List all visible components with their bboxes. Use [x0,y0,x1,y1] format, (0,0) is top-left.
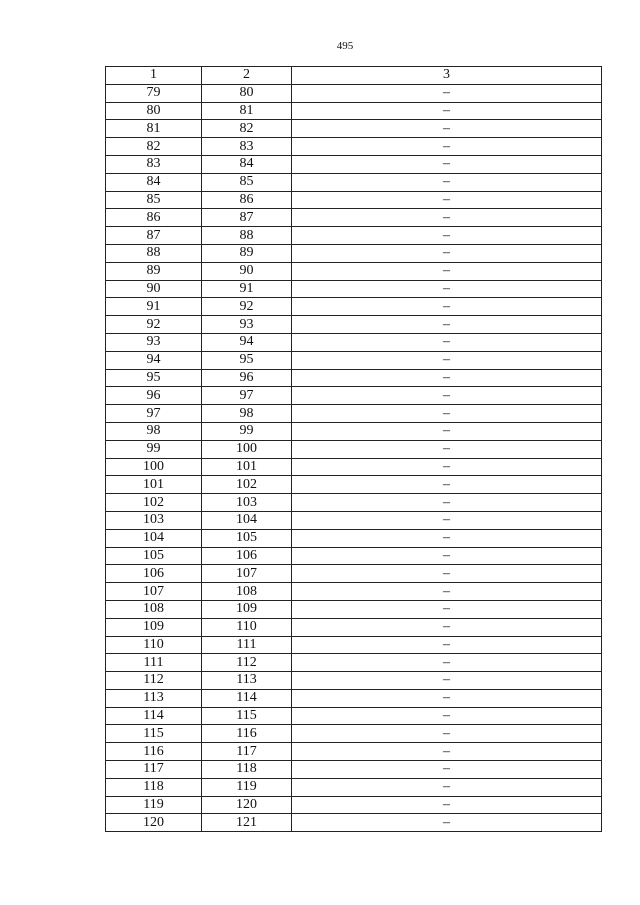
table-cell-col-1: 96 [106,387,202,405]
table-row [106,227,602,245]
table-row [106,707,602,725]
table-cell-col-1: 89 [106,262,202,280]
table-row [106,725,602,743]
table-cell-col-2: 85 [202,173,292,191]
table-cell-col-1: 82 [106,138,202,156]
column-header-2: 2 [202,67,292,85]
table-row [106,351,602,369]
table-cell-col-1: 120 [106,814,202,832]
table-row [106,689,602,707]
table-cell-col-2: 112 [202,654,292,672]
table-cell-col-2: 108 [202,583,292,601]
table-cell-col-3: – [292,672,602,690]
table-cell-col-2: 83 [202,138,292,156]
table-row [106,529,602,547]
table-cell-col-3: – [292,155,602,173]
table-cell-col-3: – [292,600,602,618]
table-cell-col-1: 108 [106,600,202,618]
table-cell-col-2: 105 [202,529,292,547]
table-cell-col-2: 106 [202,547,292,565]
table-cell-col-1: 118 [106,778,202,796]
table-row [106,387,602,405]
table-row [106,405,602,423]
table-cell-col-1: 110 [106,636,202,654]
table-cell-col-1: 84 [106,173,202,191]
table-row [106,672,602,690]
table-row [106,796,602,814]
table-cell-col-1: 104 [106,529,202,547]
table-cell-col-1: 81 [106,120,202,138]
table-cell-col-2: 120 [202,796,292,814]
table-row [106,814,602,832]
table-row [106,120,602,138]
table-cell-col-3: – [292,280,602,298]
table-cell-col-3: – [292,458,602,476]
table-cell-col-3: – [292,209,602,227]
table-cell-col-2: 80 [202,84,292,102]
table-row [106,654,602,672]
table-cell-col-2: 95 [202,351,292,369]
table-row [106,173,602,191]
table-cell-col-2: 99 [202,422,292,440]
table-cell-col-3: – [292,707,602,725]
table-cell-col-2: 92 [202,298,292,316]
table-cell-col-2: 101 [202,458,292,476]
table-cell-col-1: 94 [106,351,202,369]
header-row [106,67,602,85]
table-cell-col-3: – [292,511,602,529]
table-row [106,244,602,262]
table-cell-col-3: – [292,689,602,707]
table-row [106,155,602,173]
table-cell-col-3: – [292,173,602,191]
table-row [106,618,602,636]
table-cell-col-3: – [292,636,602,654]
table-row [106,565,602,583]
table-row [106,262,602,280]
table-cell-col-1: 100 [106,458,202,476]
table-cell-col-1: 85 [106,191,202,209]
table-cell-col-2: 96 [202,369,292,387]
table-row [106,440,602,458]
table-cell-col-3: – [292,316,602,334]
table-row [106,600,602,618]
table-cell-col-1: 99 [106,440,202,458]
table-cell-col-2: 89 [202,244,292,262]
table-row [106,476,602,494]
table-cell-col-1: 101 [106,476,202,494]
table-cell-col-2: 104 [202,511,292,529]
table-cell-col-2: 91 [202,280,292,298]
table-row [106,547,602,565]
table-row [106,422,602,440]
table-cell-col-1: 88 [106,244,202,262]
table-cell-col-2: 107 [202,565,292,583]
column-header-3: 3 [292,67,602,85]
table-cell-col-3: – [292,227,602,245]
table-cell-col-2: 90 [202,262,292,280]
table-cell-col-2: 93 [202,316,292,334]
table-cell-col-2: 102 [202,476,292,494]
table-cell-col-3: – [292,387,602,405]
table-cell-col-3: – [292,494,602,512]
table-cell-col-2: 117 [202,743,292,761]
table-cell-col-3: – [292,778,602,796]
table-cell-col-2: 110 [202,618,292,636]
table-cell-col-3: – [292,298,602,316]
table-cell-col-2: 88 [202,227,292,245]
table-cell-col-1: 114 [106,707,202,725]
table-cell-col-3: – [292,422,602,440]
table-cell-col-2: 100 [202,440,292,458]
table-row [106,761,602,779]
table-row [106,494,602,512]
table-cell-col-2: 119 [202,778,292,796]
table-cell-col-1: 119 [106,796,202,814]
table-cell-col-1: 92 [106,316,202,334]
table-cell-col-3: – [292,120,602,138]
table-header [106,67,602,85]
table-cell-col-3: – [292,725,602,743]
table-row [106,280,602,298]
table-cell-col-3: – [292,262,602,280]
table-cell-col-2: 86 [202,191,292,209]
table-row [106,333,602,351]
table-cell-col-3: – [292,814,602,832]
table-body [106,84,602,831]
table-cell-col-1: 90 [106,280,202,298]
table-row [106,583,602,601]
table-cell-col-2: 84 [202,155,292,173]
table-cell-col-1: 117 [106,761,202,779]
table-cell-col-3: – [292,191,602,209]
table-cell-col-1: 116 [106,743,202,761]
table-cell-col-2: 109 [202,600,292,618]
table-cell-col-3: – [292,761,602,779]
table-cell-col-1: 91 [106,298,202,316]
table-cell-col-1: 79 [106,84,202,102]
table-cell-col-2: 114 [202,689,292,707]
table-cell-col-1: 97 [106,405,202,423]
table-cell-col-2: 111 [202,636,292,654]
table-row [106,511,602,529]
table-row [106,778,602,796]
table-cell-col-1: 112 [106,672,202,690]
table-cell-col-2: 116 [202,725,292,743]
table-row [106,84,602,102]
table-cell-col-2: 81 [202,102,292,120]
table-cell-col-2: 115 [202,707,292,725]
table-cell-col-2: 113 [202,672,292,690]
page-number: 495 [336,40,354,52]
table-row [106,209,602,227]
table-cell-col-3: – [292,244,602,262]
table-cell-col-2: 97 [202,387,292,405]
table-cell-col-2: 118 [202,761,292,779]
table-row [106,636,602,654]
table-row [106,298,602,316]
table-cell-col-3: – [292,476,602,494]
table-cell-col-3: – [292,618,602,636]
table-cell-col-2: 103 [202,494,292,512]
table-cell-col-2: 94 [202,333,292,351]
table-cell-col-2: 82 [202,120,292,138]
table-cell-col-2: 121 [202,814,292,832]
table-row [106,743,602,761]
table-cell-col-1: 109 [106,618,202,636]
table-cell-col-1: 86 [106,209,202,227]
table-row [106,369,602,387]
table-cell-col-3: – [292,743,602,761]
table-cell-col-3: – [292,583,602,601]
table-cell-col-3: – [292,102,602,120]
table-cell-col-1: 111 [106,654,202,672]
table-cell-col-3: – [292,529,602,547]
table-cell-col-3: – [292,565,602,583]
table-cell-col-3: – [292,440,602,458]
table-cell-col-3: – [292,654,602,672]
table-cell-col-1: 80 [106,102,202,120]
data-table [105,66,602,832]
table-cell-col-3: – [292,547,602,565]
table-cell-col-1: 87 [106,227,202,245]
table-cell-col-3: – [292,84,602,102]
table-cell-col-3: – [292,138,602,156]
table-cell-col-2: 98 [202,405,292,423]
column-header-1: 1 [106,67,202,85]
table-row [106,458,602,476]
table-cell-col-1: 98 [106,422,202,440]
table-cell-col-1: 103 [106,511,202,529]
table-row [106,138,602,156]
table-cell-col-1: 93 [106,333,202,351]
table-cell-col-3: – [292,796,602,814]
table-cell-col-1: 107 [106,583,202,601]
table-row [106,191,602,209]
table-cell-col-1: 105 [106,547,202,565]
table-cell-col-1: 95 [106,369,202,387]
table-cell-col-1: 115 [106,725,202,743]
table-row [106,316,602,334]
table-row [106,102,602,120]
table-cell-col-3: – [292,405,602,423]
table-cell-col-3: – [292,333,602,351]
table-cell-col-3: – [292,351,602,369]
table-cell-col-1: 83 [106,155,202,173]
table-cell-col-1: 113 [106,689,202,707]
table-cell-col-2: 87 [202,209,292,227]
table-cell-col-1: 106 [106,565,202,583]
table-cell-col-3: – [292,369,602,387]
table-cell-col-1: 102 [106,494,202,512]
